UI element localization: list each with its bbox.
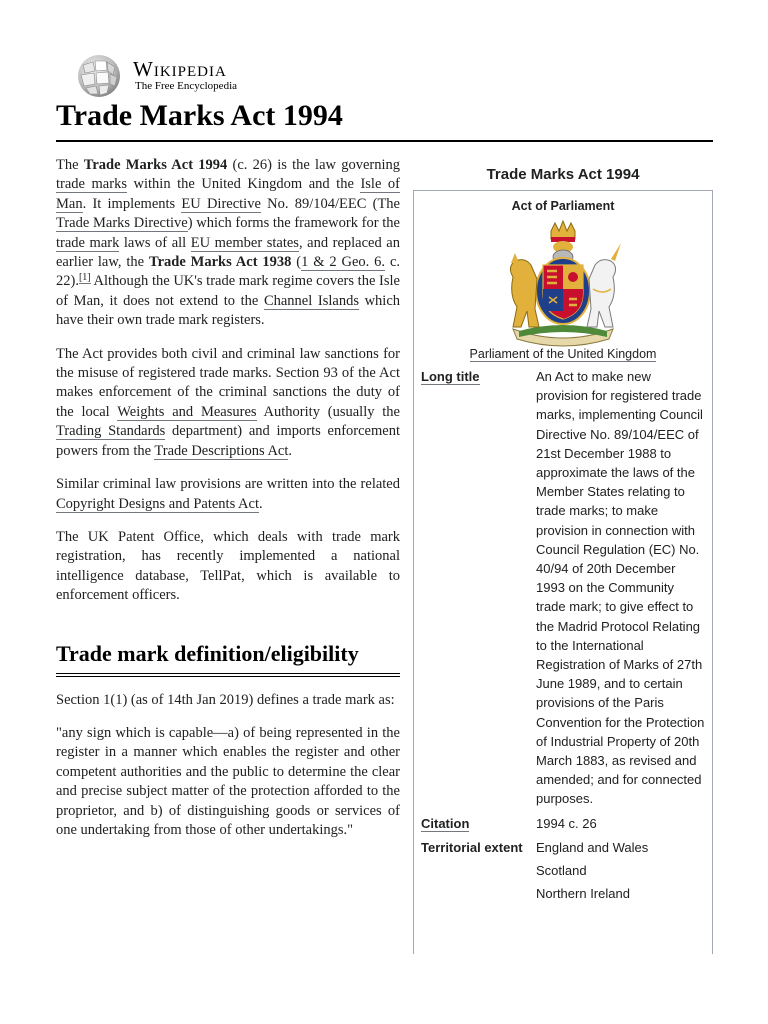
link-trade-mark[interactable]: trade mark: [56, 234, 120, 251]
text: No. 89/104/EEC (The: [260, 195, 400, 212]
text: laws of all: [119, 234, 191, 251]
territorial-extent-label: Territorial extent: [421, 839, 523, 855]
bold-term: Trade Marks Act 1994: [83, 157, 228, 173]
text: which have their own trade mark registers.: [56, 292, 401, 329]
extent-item: Scotland: [536, 863, 587, 879]
wikipedia-globe-icon: [73, 53, 125, 99]
text: .: [288, 442, 293, 459]
section-heading: Trade mark definition/eligibility: [56, 640, 400, 677]
wikipedia-wordmark: Wikipedia: [133, 57, 227, 81]
text: c. 22).: [56, 254, 400, 290]
text: .: [259, 495, 263, 512]
bold-term: Trade Marks Act 1938: [148, 254, 292, 271]
definition-quote: "any sign which is capable—a) of being represented in the register in a manner which enables the register and other competent authorities and the public to determine the clear and precise subject matter of the protection afforded to the proprietor, and b) of distinguishing goods or services of one undertaking from those of other undertakings.": [56, 724, 400, 838]
long-title-label: [421, 367, 536, 809]
text: Authority (usually the: [256, 403, 400, 420]
page-title: Trade Marks Act 1994: [56, 96, 713, 142]
citation-value: 1994 c. 26: [536, 815, 597, 831]
definition-paragraph: Section 1(1) (as of 14th Jan 2019) defines a trade mark as:: [56, 691, 395, 708]
text: . It implements: [82, 195, 182, 212]
intro-paragraph: [56, 156, 400, 331]
link-copyright-designs-patents-act[interactable]: Copyright Designs and Patents Act: [56, 495, 259, 512]
text: The Act provides both civil and criminal law sanctions for the misuse of registered trade marks. Section 93 of the Act makes enforcement of the criminal sanctions the duty of the local: [56, 345, 400, 420]
link-trading-standards[interactable]: Trading Standards: [56, 423, 166, 440]
infobox-title: Trade Marks Act 1994: [486, 166, 640, 183]
link-isle-of-man[interactable]: Isle of Man: [56, 176, 400, 212]
infobox-table: [413, 190, 713, 954]
text: Similar criminal law provisions are written into the related: [56, 476, 400, 493]
copyright-paragraph: [56, 475, 400, 514]
territorial-extent-row: [421, 838, 705, 908]
link-trade-descriptions-act[interactable]: Trade Descriptions Act: [154, 442, 289, 459]
long-title-value: An Act to make new provision for registered trade marks, implementing Council Directive No. 89/104/EEC of 21st December 1988 to approximate the laws of the Member States relating to trade marks; to make provision in connection with Council Regulation (EC) No. 40/94 of 20th December 1993 on the Community trade mark; to give effect to the Madrid Protocol Relating to the International Registration of Marks of 27th June 1989, and to certain provisions of the Paris Convention for the Protection of Industrial Property of 20th March 1883, as revised and amended; and for connected purposes.: [536, 369, 705, 807]
link-eu-member-states[interactable]: EU member states: [190, 234, 299, 251]
text: The: [56, 157, 84, 173]
text: within the United Kingdom and the: [126, 176, 361, 193]
article-body: [56, 156, 400, 854]
wikipedia-logo[interactable]: [73, 53, 253, 99]
territorial-extent-values: [536, 838, 705, 908]
extent-item: Northern Ireland: [536, 886, 630, 902]
extent-item: England and Wales: [536, 839, 649, 855]
link-long-title[interactable]: Long title: [421, 369, 480, 384]
coat-of-arms-caption: [421, 347, 705, 361]
text: (: [291, 254, 302, 271]
patent-office-paragraph: The UK Patent Office, which deals with trade mark registration, has recently implemented a national intelligence database, TellPat, which is available to enforcement officers.: [56, 528, 400, 604]
link-parliament-uk[interactable]: Parliament of the United Kingdom: [469, 347, 657, 361]
citation-label: [421, 814, 536, 833]
citation-row: [421, 814, 705, 833]
text: (c. 26) is the law governing: [227, 157, 401, 173]
infobox: [413, 160, 713, 954]
link-weights-and-measures[interactable]: Weights and Measures: [117, 403, 257, 420]
reference-superscript: [79, 272, 91, 284]
long-title-row: [421, 367, 705, 809]
link-geo-6[interactable]: 1 & 2 Geo. 6.: [301, 254, 386, 271]
text: , and replaced an earlier law, the: [56, 234, 400, 271]
reference-link-1[interactable]: [1]: [78, 271, 91, 283]
wikipedia-tagline: The Free Encyclopedia: [135, 80, 238, 92]
link-trade-marks[interactable]: trade marks: [56, 176, 127, 193]
sanctions-paragraph: [56, 345, 400, 461]
text: ) which forms the framework for the: [187, 215, 400, 232]
link-trade-marks-directive[interactable]: Trade Marks Directive: [56, 215, 188, 232]
link-citation[interactable]: Citation: [421, 815, 470, 831]
text: department) and imports enforcement powers from the: [56, 423, 400, 459]
infobox-subtitle: Act of Parliament: [511, 199, 615, 213]
royal-coat-of-arms-icon[interactable]: [499, 219, 627, 347]
link-eu-directive[interactable]: EU Directive: [181, 195, 261, 212]
link-channel-islands[interactable]: Channel Islands: [263, 292, 359, 309]
text: Although the UK's trade mark regime covers the Isle of Man, it does not extend to the: [56, 273, 400, 309]
